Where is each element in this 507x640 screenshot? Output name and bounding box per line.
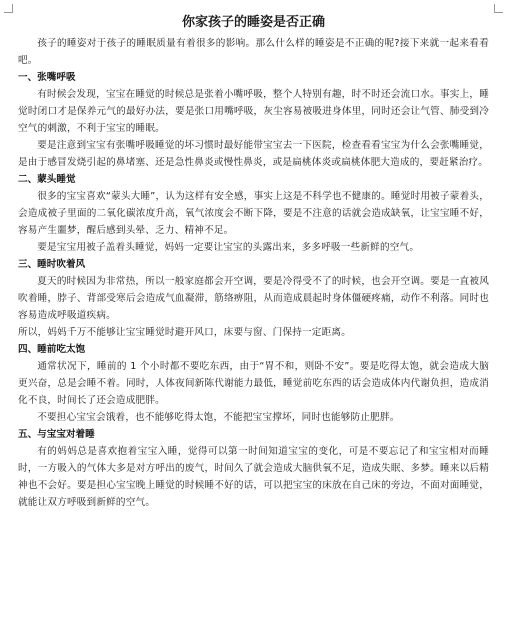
section-heading: 一、张嘴呼吸 — [18, 72, 76, 83]
body-paragraph: 通常状况下，睡前的 1 个小时都不要吃东西，由于“胃不和，则卧不安”。要是吃得太饱，就会造成大脑更兴奋，总是会睡不着。同时，人体夜间新陈代谢能力最低，睡觉前吃东西的话会造成体内代谢负担，造成消化不良，时间长了还会造成肥胖。 — [18, 361, 489, 406]
body-paragraph: 很多的宝宝喜欢“蒙头大睡”，认为这样有安全感，事实上这是不科学也不健康的。睡觉时用被子蒙着头，会造成被子里面的二氧化碳浓度升高，氧气浓度会不断下降，要是不注意的话就会造成缺氧，让宝宝睡不好，容易产生噩梦，醒后感到头晕、乏力、精神不足。 — [18, 191, 489, 236]
section-heading: 三、睡时吹着风 — [18, 259, 86, 270]
document-title: 你家孩子的睡姿是否正确 — [181, 15, 325, 30]
section-heading: 四、睡前吃太饱 — [18, 344, 86, 355]
section-heading: 二、蒙头睡觉 — [18, 174, 76, 185]
body-paragraph: 所以，妈妈千万不能够让宝宝睡觉时避开风口，床要与窗、门保持一定距离。 — [18, 327, 351, 338]
body-paragraph: 有时候会发现，宝宝在睡觉的时候总是张着小嘴呼吸，整个人特别有趣，时不时还会流口水。事实上，睡觉时闭口才是保养元气的最好办法，要是张口用嘴呼吸，灰尘容易被吸进身体里，同时还会让气管、肺受到冷空气的刺激，不利于宝宝的睡眠。 — [18, 89, 489, 134]
page-corner-mark — [494, 4, 503, 13]
body-paragraph: 夏天的时候因为非常热，所以一般家庭都会开空调，要是冷得受不了的时候，也会开空调。要是一直被风吹着睡，脖子、背部受寒后会造成气血凝滞，筋络痹阻，从而造成晨起时身体僵硬疼痛，动作不利落。同时也容易造成呼吸道疾病。 — [18, 276, 489, 321]
intro-paragraph: 孩子的睡姿对于孩子的睡眠质量有着很多的影响。那么什么样的睡姿是不正确的呢?接下来就一起来看看吧。 — [18, 38, 489, 66]
body-paragraph: 有的妈妈总是喜欢抱着宝宝入睡，觉得可以第一时间知道宝宝的变化，可是不要忘记了和宝宝相对而睡时，一方吸入的气体大多是对方呼出的废气，时间久了就会造成大脑供氧不足，造成失眠、多梦。睡来以后精神也不会好。要是担心宝宝晚上睡觉的时候睡不好的话，可以把宝宝的床放在自己床的旁边，不面对面睡觉，就能让双方呼吸到新鲜的空气。 — [18, 446, 489, 508]
section-heading: 五、与宝宝对着睡 — [18, 429, 95, 440]
body-paragraph: 不要担心宝宝会饿着，也不能够吃得太饱，不能把宝宝撑坏，同时也能够防止肥胖。 — [37, 412, 400, 423]
body-paragraph: 要是宝宝用被子盖着头睡觉，妈妈一定要让宝宝的头露出来，多多呼吸一些新鲜的空气。 — [37, 242, 420, 253]
page-corner-mark — [4, 4, 13, 13]
body-paragraph: 要是注意到宝宝有张嘴呼吸睡觉的坏习惯时最好能带宝宝去一下医院，检查看看宝宝为什么会张嘴睡觉，是由于感冒发烧引起的鼻堵塞、还是急性鼻炎或慢性鼻炎，或是扁桃体炎或扁桃体肥大造成的，要赶紧治疗。 — [18, 140, 489, 168]
